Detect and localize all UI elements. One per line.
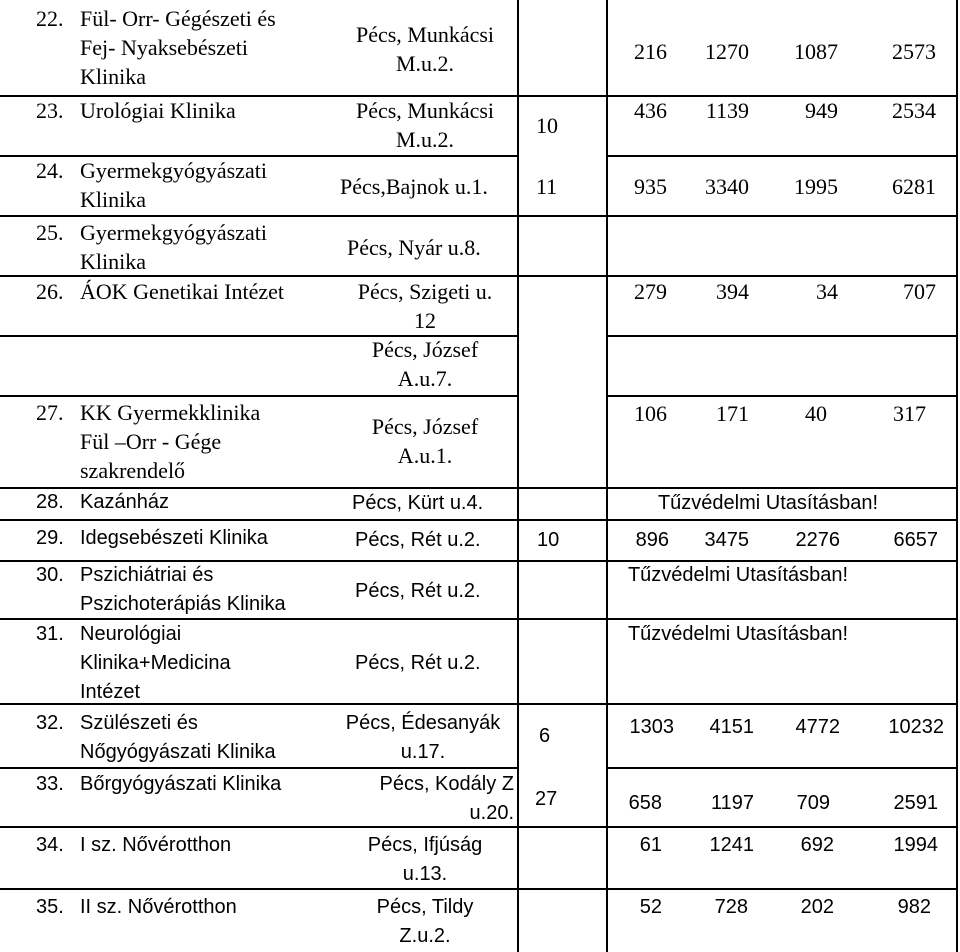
institution-name: KK Gyermekklinika (80, 400, 261, 425)
address: M.u.2. (395, 51, 455, 76)
fire-safety-note: Tűzvédelmi Utasításban! (657, 492, 879, 514)
institution-name: Pszichoterápiás Klinika (80, 593, 286, 615)
address: Z.u.2. (399, 925, 451, 947)
fire-safety-note: Tűzvédelmi Utasításban! (627, 564, 849, 586)
row-number: 31. (36, 623, 64, 645)
address: A.u.1. (397, 443, 453, 468)
value-cell: 1197 (710, 792, 754, 814)
code-cell: 6 (539, 725, 551, 747)
address: u.17. (400, 741, 446, 763)
address: Pécs, Ifjúság (367, 834, 483, 856)
value-cell: 279 (634, 279, 667, 304)
institution-name: Idegsebészeti Klinika (80, 527, 268, 549)
address: Pécs, Kürt u.4. (352, 492, 484, 514)
value-cell: 896 (635, 529, 669, 551)
institution-name: Fej- Nyaksebészeti (80, 35, 248, 60)
value-cell: 34 (816, 279, 838, 304)
row-number: 26. (36, 279, 64, 304)
address: Pécs,Bajnok u.1. (340, 174, 488, 199)
institution-name: Pszichiátriai és (80, 564, 214, 586)
address: u.13. (402, 863, 448, 885)
address: Pécs, József (371, 414, 479, 439)
fire-safety-note: Tűzvédelmi Utasításban! (627, 623, 849, 645)
value-cell: 171 (716, 401, 749, 426)
value-cell: 1995 (794, 174, 838, 199)
row-line (607, 155, 958, 157)
value-cell: 317 (893, 401, 926, 426)
value-cell: 6281 (892, 174, 936, 199)
institution-name: Fül –Orr - Gége (80, 429, 222, 454)
institution-name: Klinika (80, 249, 146, 274)
value-cell: 3340 (705, 174, 749, 199)
address: Pécs, Szigeti u. (357, 279, 493, 304)
value-cell: 658 (628, 792, 662, 814)
institution-name: Kazánház (80, 491, 169, 513)
value-cell: 10232 (888, 716, 944, 738)
address: Pécs, Munkácsi (355, 22, 495, 47)
value-cell: 394 (716, 279, 749, 304)
institution-name: Klinika (80, 187, 146, 212)
row-line (0, 888, 958, 890)
right-border (956, 0, 958, 952)
institution-name: Gyermekgyógyászati (80, 220, 267, 245)
row-number: 30. (36, 564, 64, 586)
value-cell: 949 (805, 98, 838, 123)
value-cell: 2276 (795, 529, 840, 551)
address: 12 (414, 308, 436, 333)
value-cell: 707 (903, 279, 936, 304)
value-cell: 692 (800, 834, 834, 856)
address: Pécs, Munkácsi (355, 98, 495, 123)
institution-name: Urológiai Klinika (80, 98, 236, 123)
row-line (607, 767, 958, 769)
address: Pécs, József (371, 337, 479, 362)
address: M.u.2. (395, 127, 455, 152)
row-number: 22. (36, 6, 64, 31)
institution-name: Bőrgyógyászati Klinika (80, 773, 282, 795)
address: Pécs, Tildy (376, 896, 474, 918)
code-cell: 10 (536, 113, 558, 138)
value-cell: 1139 (705, 98, 749, 123)
institution-name: Intézet (80, 681, 141, 703)
value-cell: 61 (639, 834, 662, 856)
institution-name: Klinika (80, 64, 146, 89)
value-cell: 728 (714, 896, 748, 918)
value-cell: 106 (634, 401, 667, 426)
value-cell: 2591 (893, 792, 938, 814)
value-cell: 6657 (893, 529, 938, 551)
value-cell: 1241 (709, 834, 754, 856)
institution-name: Nőgyógyászati Klinika (80, 741, 276, 763)
value-cell: 3475 (704, 529, 749, 551)
address: Pécs, Kodály Z (379, 773, 514, 795)
value-cell: 2573 (892, 39, 936, 64)
row-line (0, 519, 958, 521)
row-line (607, 395, 958, 397)
address: Pécs, Nyár u.8. (347, 235, 481, 260)
value-cell: 1303 (629, 716, 674, 738)
code-cell: 10 (537, 529, 560, 551)
value-cell: 216 (634, 39, 667, 64)
code-cell: 27 (535, 788, 558, 810)
row-number: 35. (36, 896, 64, 918)
value-cell: 52 (639, 896, 662, 918)
value-cell: 40 (805, 401, 827, 426)
column-divider-address (517, 0, 519, 952)
institution-name: I sz. Nővérotthon (80, 834, 232, 856)
address: u.20. (469, 802, 514, 824)
row-line (607, 335, 958, 337)
address: A.u.7. (397, 366, 453, 391)
value-cell: 436 (634, 98, 667, 123)
code-cell: 11 (536, 174, 558, 199)
row-line (0, 395, 518, 397)
row-number: 27. (36, 400, 64, 425)
value-cell: 935 (634, 174, 667, 199)
institution-name: II sz. Nővérotthon (80, 896, 237, 918)
address: Pécs, Rét u.2. (355, 580, 481, 602)
row-number: 23. (36, 98, 64, 123)
row-number: 24. (36, 158, 64, 183)
institution-name: Neurológiai (80, 623, 182, 645)
address: Pécs, Rét u.2. (355, 529, 481, 551)
row-number: 32. (36, 712, 64, 734)
row-number: 25. (36, 220, 64, 245)
institution-name: szakrendelő (80, 458, 186, 483)
institution-name: Klinika+Medicina (80, 652, 231, 674)
value-cell: 4772 (795, 716, 840, 738)
institution-name: Fül- Orr- Gégészeti és (80, 6, 276, 31)
institution-name: Szülészeti és (80, 712, 198, 734)
institution-name: Gyermekgyógyászati (80, 158, 267, 183)
value-cell: 2534 (892, 98, 936, 123)
value-cell: 1994 (893, 834, 938, 856)
value-cell: 1087 (794, 39, 838, 64)
institution-name: ÁOK Genetikai Intézet (80, 279, 285, 304)
column-divider-values (606, 0, 608, 952)
value-cell: 709 (796, 792, 830, 814)
address: Pécs, Rét u.2. (355, 652, 481, 674)
value-cell: 982 (897, 896, 931, 918)
value-cell: 1270 (705, 39, 749, 64)
row-line (0, 767, 518, 769)
address: Pécs, Édesanyák (345, 712, 501, 734)
row-number: 33. (36, 773, 64, 795)
value-cell: 4151 (709, 716, 754, 738)
row-line (0, 215, 958, 217)
value-cell: 202 (800, 896, 834, 918)
row-number: 28. (36, 491, 64, 513)
row-number: 34. (36, 834, 64, 856)
row-line (0, 703, 958, 705)
row-number: 29. (36, 527, 64, 549)
